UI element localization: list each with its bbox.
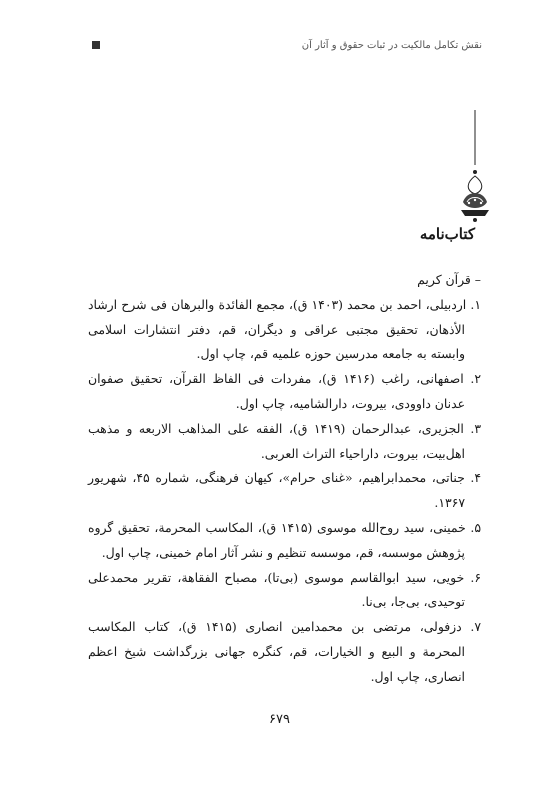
- bibliography-entry: ۷. دزفولی، مرتضی بن محمدامین انصاری (۱۴۱۵ ق)، کتاب المکاسب المحرمة و البیع و الخیارات، قم، کنگره جهانی بزرگداشت شیخ اعظم انصاری، چاپ اول.: [88, 619, 481, 684]
- bibliography-list: [88, 268, 481, 690]
- running-header: [92, 38, 482, 58]
- bibliography-entry: ۵. خمینی، سید روح‌الله موسوی (۱۴۱۵ ق)، المکاسب المحرمة، تحقیق گروه پژوهش موسسه، قم، موسسه تنظیم و نشر آثار امام خمینی، چاپ اول.: [88, 519, 481, 560]
- running-title: نقش تکامل مالکیت در ثبات حقوق و آثار آن: [301, 40, 482, 51]
- bibliography-entry: ۴. جناتی، محمدابراهیم، «غنای حرام»، کیهان فرهنگی، شماره ۴۵، شهریور ۱۳۶۷.: [88, 470, 482, 511]
- bibliography-entry: – قرآن کریم: [417, 272, 481, 287]
- header-square-icon: [92, 41, 100, 49]
- bibliography-entry: ۶. خویی، سید ابوالقاسم موسوی (بی‌تا)، مصباح الفقاهة، تقریر محمدعلی توحیدی، بی‌جا، بی‌نا.: [88, 569, 481, 610]
- bibliography-entry: ۱. اردبیلی، احمد بن محمد (۱۴۰۳ ق)، مجمع الفائدة والبرهان فی شرح ارشاد الأذهان، تحقیق مجتبی عراقی و دیگران، قم، دفتر انتشارات اسلامی وابسته به جامعه مدرسین حوزه علمیه قم، چاپ اول.: [88, 296, 481, 362]
- decorative-finial-icon: [455, 110, 495, 225]
- bibliography-entry: ۳. الجزیری، عبدالرحمان (۱۴۱۹ ق)، الفقه علی المذاهب الاربعه و مذهب اهل‌بیت، بیروت، داراحیاء التراث العربی.: [88, 420, 481, 461]
- page-number: ۶۷۹: [269, 712, 290, 727]
- bibliography-entry: ۲. اصفهانی، راغب (۱۴۱۶ ق)، مفردات فی الفاظ القرآن، تحقیق صفوان عدنان داوودی، بیروت، دارالشامیه، چاپ اول.: [88, 371, 481, 411]
- section-title: کتاب‌نامه: [419, 225, 475, 243]
